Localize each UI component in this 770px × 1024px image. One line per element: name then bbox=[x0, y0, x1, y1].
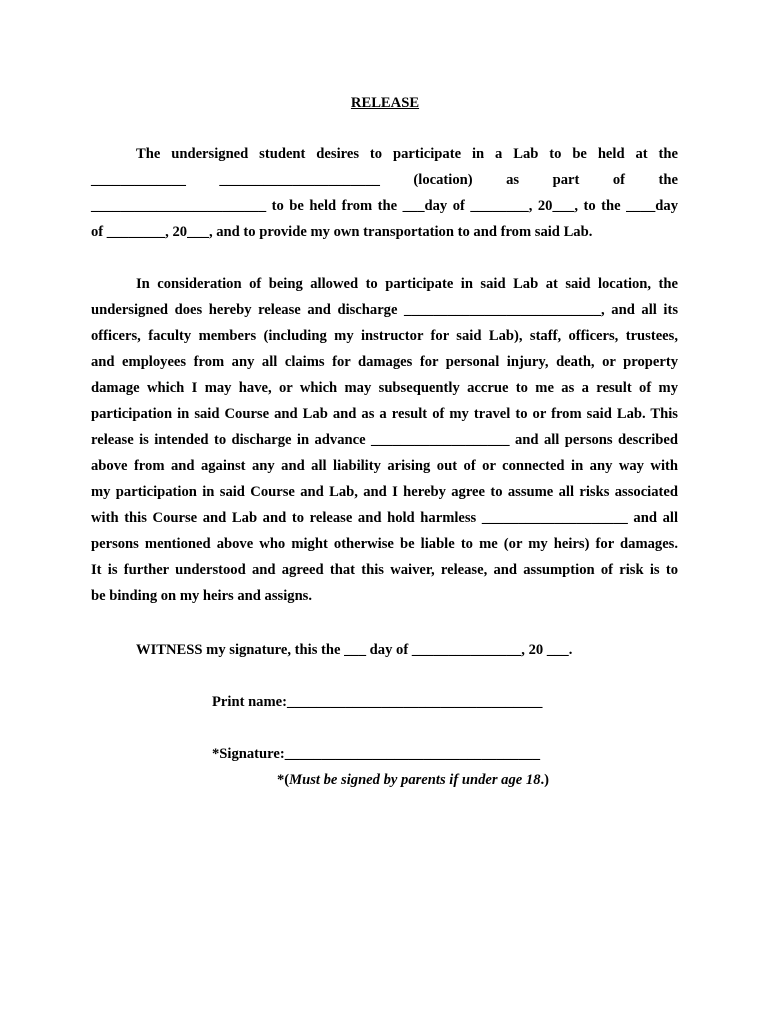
release-paragraph bbox=[91, 271, 678, 609]
paragraph-line: In consideration of being allowed to participate in said Lab at said location, the bbox=[136, 276, 678, 292]
paragraph-line: participation in said Course and Lab and as a result of my travel to or from said Lab. This bbox=[91, 406, 678, 422]
paragraph-line: damage which I may have, or which may subsequently accrue to me as a result of my bbox=[91, 380, 678, 396]
note-prefix: *( bbox=[276, 772, 290, 788]
paragraph-line: release is intended to discharge in advance ___________________ and all persons described bbox=[91, 432, 678, 448]
document-title: RELEASE bbox=[350, 95, 420, 111]
paragraph-line: persons mentioned above who might otherwise be liable to me (or my heirs) for damages. bbox=[91, 536, 678, 552]
paragraph-line: of ________, 20___, and to provide my own transportation to and from said Lab. bbox=[91, 224, 593, 240]
paragraph-line: and employees from any all claims for damages for personal injury, death, or property bbox=[91, 354, 678, 370]
print-name-field: Print name:___________________________________ bbox=[212, 694, 543, 710]
paragraph-line: above from and against any and all liability arising out of or connected in any way with bbox=[91, 458, 678, 474]
participation-paragraph bbox=[91, 141, 678, 245]
paragraph-line: undersigned does hereby release and discharge ___________________________, and all its bbox=[91, 302, 678, 318]
paragraph-line: officers, faculty members (including my instructor for said Lab), staff, officers, trustees, bbox=[91, 328, 678, 344]
witness-line: WITNESS my signature, this the ___ day of _______________, 20 ___. bbox=[136, 642, 573, 658]
paragraph-line: be binding on my heirs and assigns. bbox=[91, 588, 313, 604]
parental-signature-note bbox=[0, 767, 770, 793]
paragraph-line: ________________________ to be held from the ___day of ________, 20___, to the ____day bbox=[91, 198, 678, 214]
paragraph-line: It is further understood and agreed that this waiver, release, and assumption of risk is to bbox=[91, 562, 678, 578]
signature-field: *Signature:___________________________________ bbox=[212, 746, 541, 762]
paragraph-line: _____________ ______________________ (location) as part of the bbox=[91, 172, 678, 188]
note-suffix: .) bbox=[540, 772, 550, 788]
paragraph-line: The undersigned student desires to participate in a Lab to be held at the bbox=[136, 146, 678, 162]
paragraph-line: with this Course and Lab and to release and hold harmless ____________________ and all bbox=[91, 510, 678, 526]
paragraph-line: my participation in said Course and Lab, and I hereby agree to assume all risks associated bbox=[91, 484, 678, 500]
note-text: Must be signed by parents if under age 18 bbox=[289, 772, 541, 788]
